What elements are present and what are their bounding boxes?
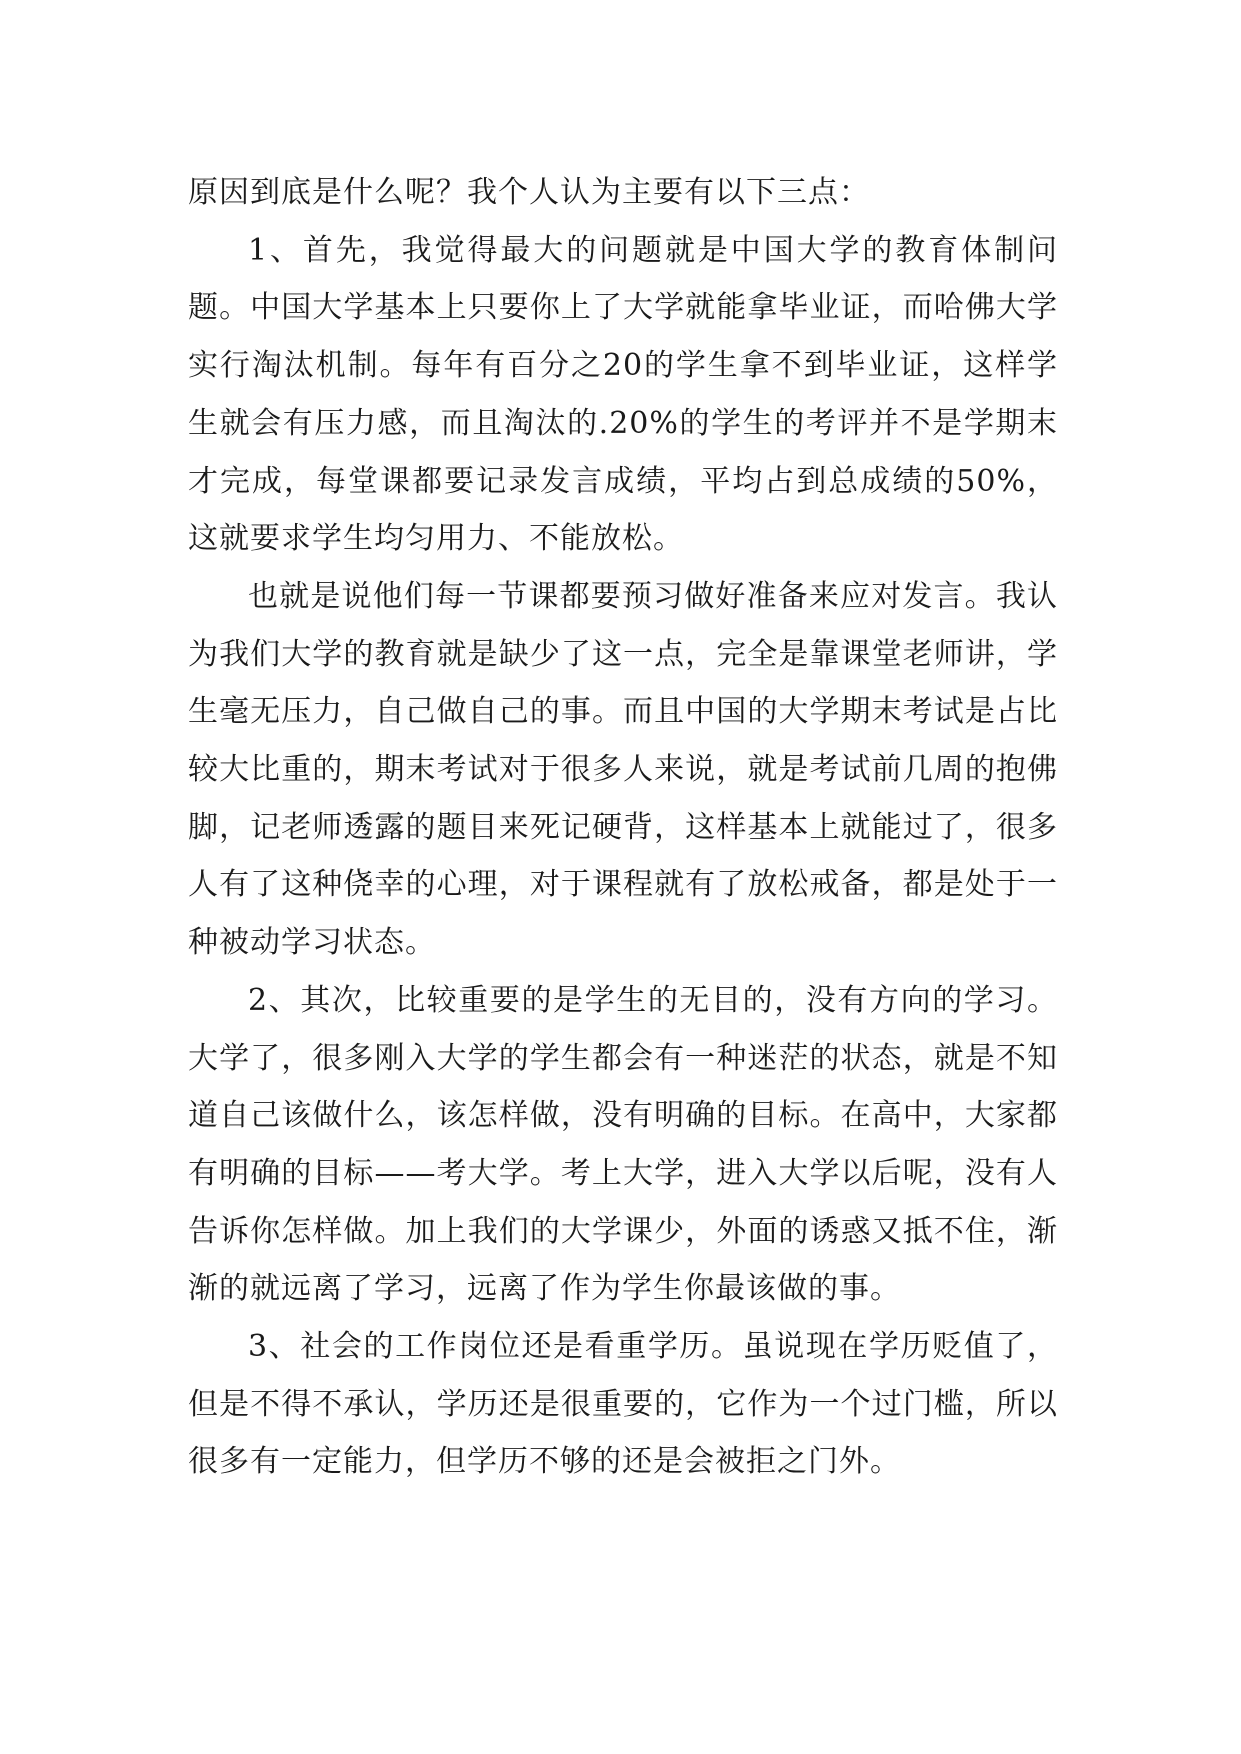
document-body [188,164,1058,1491]
paragraph-point-1: 1、首先，我觉得最大的问题就是中国大学的教育体制问题。中国大学基本上只要你上了大学就能拿毕业证，而哈佛大学实行淘汰机制。每年有百分之20的学生拿不到毕业证，这样学生就会有压力感，而且淘汰的.20%的学生的考评并不是学期末才完成，每堂课都要记录发言成绩，平均占到总成绩的50%，这就要求学生均匀用力、不能放松。 [188,232,1058,557]
paragraph-intro: 原因到底是什么呢？我个人认为主要有以下三点： [188,175,870,210]
paragraph-point-1-continued: 也就是说他们每一节课都要预习做好准备来应对发言。我认为我们大学的教育就是缺少了这一点，完全是靠课堂老师讲，学生毫无压力，自己做自己的事。而且中国的大学期末考试是占比较大比重的，期末考试对于很多人来说，就是考试前几周的抱佛脚，记老师透露的题目来死记硬背，这样基本上就能过了，很多人有了这种侥幸的心理，对于课程就有了放松戒备，都是处于一种被动学习状态。 [188,578,1058,961]
paragraph-point-3: 3、社会的工作岗位还是看重学历。虽说现在学历贬值了，但是不得不承认，学历还是很重要的，它作为一个过门槛，所以很多有一定能力，但学历不够的还是会被拒之门外。 [188,1329,1058,1480]
paragraph-point-2: 2、其次，比较重要的是学生的无目的，没有方向的学习。大学了，很多刚入大学的学生都会有一种迷茫的状态，就是不知道自己该做什么，该怎样做，没有明确的目标。在高中，大家都有明确的目标——考大学。考上大学，进入大学以后呢，没有人告诉你怎样做。加上我们的大学课少，外面的诱惑又抵不住，渐渐的就远离了学习，远离了作为学生你最该做的事。 [188,982,1058,1307]
